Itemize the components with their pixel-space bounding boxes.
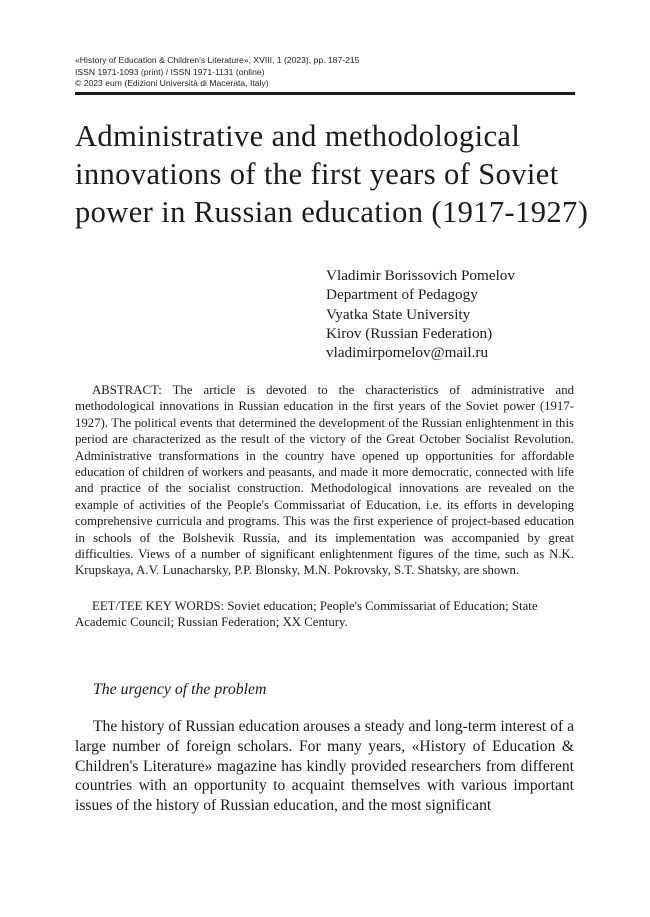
- journal-header: [75, 55, 575, 90]
- body-paragraph: The history of Russian education arouses a steady and long-term interest of a large number of foreign scholars. For many years, «History of Education & Children's Literature» magazine has kindly provided researchers from different countries with an opportunity to acquaint themselves with various important issues of the history of Russian education, and the most significant: [75, 718, 574, 815]
- author-block: [326, 266, 586, 362]
- journal-copyright: © 2023 eum (Edizioni Università di Macerata, Italy): [75, 78, 269, 88]
- author-department: Department of Pedagogy: [326, 286, 478, 304]
- article-title: Administrative and methodological innovations of the first years of Soviet power in Russian education (1917-1927): [75, 119, 589, 229]
- author-email: vladimirpomelov@mail.ru: [326, 344, 489, 362]
- header-rule: [75, 92, 575, 95]
- author-location: Kirov (Russian Federation): [326, 324, 493, 342]
- journal-issn: ISSN 1971-1093 (print) / ISSN 1971-1131 (online): [75, 66, 265, 77]
- author-name: Vladimir Borissovich Pomelov: [326, 267, 515, 284]
- keywords-text: EET/TEE KEY WORDS: Soviet education; People's Commissariat of Education; State Academic Council; Russian Federation; XX Century.: [75, 599, 538, 630]
- journal-citation: «History of Education & Children's Literature», XVIII, 1 (2023), pp. 187-215: [75, 55, 360, 65]
- author-university: Vyatka State University: [326, 305, 471, 323]
- section-heading: The urgency of the problem: [93, 681, 267, 698]
- abstract-text: ABSTRACT: The article is devoted to the characteristics of administrative and methodological innovations in Russian education in the first years of the Soviet power (1917-1927). The political events that determined the development of the Russian enlightenment in this period are characterized as the result of the victory of the Great October Socialist Revolution. Administrative transformations in the country have opened up opportunities for affordable education of children of workers and peasants, and made it more democratic, connected with life and practice of the socialist construction. Methodological innovations are revealed on the example of activities of the People's Commissariat of Education, i.e. its efforts in developing comprehensive curricula and programs. This was the first experience of project-based education in schools of the Bolshevik Russia, and its implementation was accompanied by great difficulties. Views of a number of significant enlightenment figures of the time, such as N.K. Krupskaya, A.V. Lunacharsky, P.P. Blonsky, M.N. Pokrovsky, S.T. Shatsky, are shown.: [75, 383, 574, 578]
